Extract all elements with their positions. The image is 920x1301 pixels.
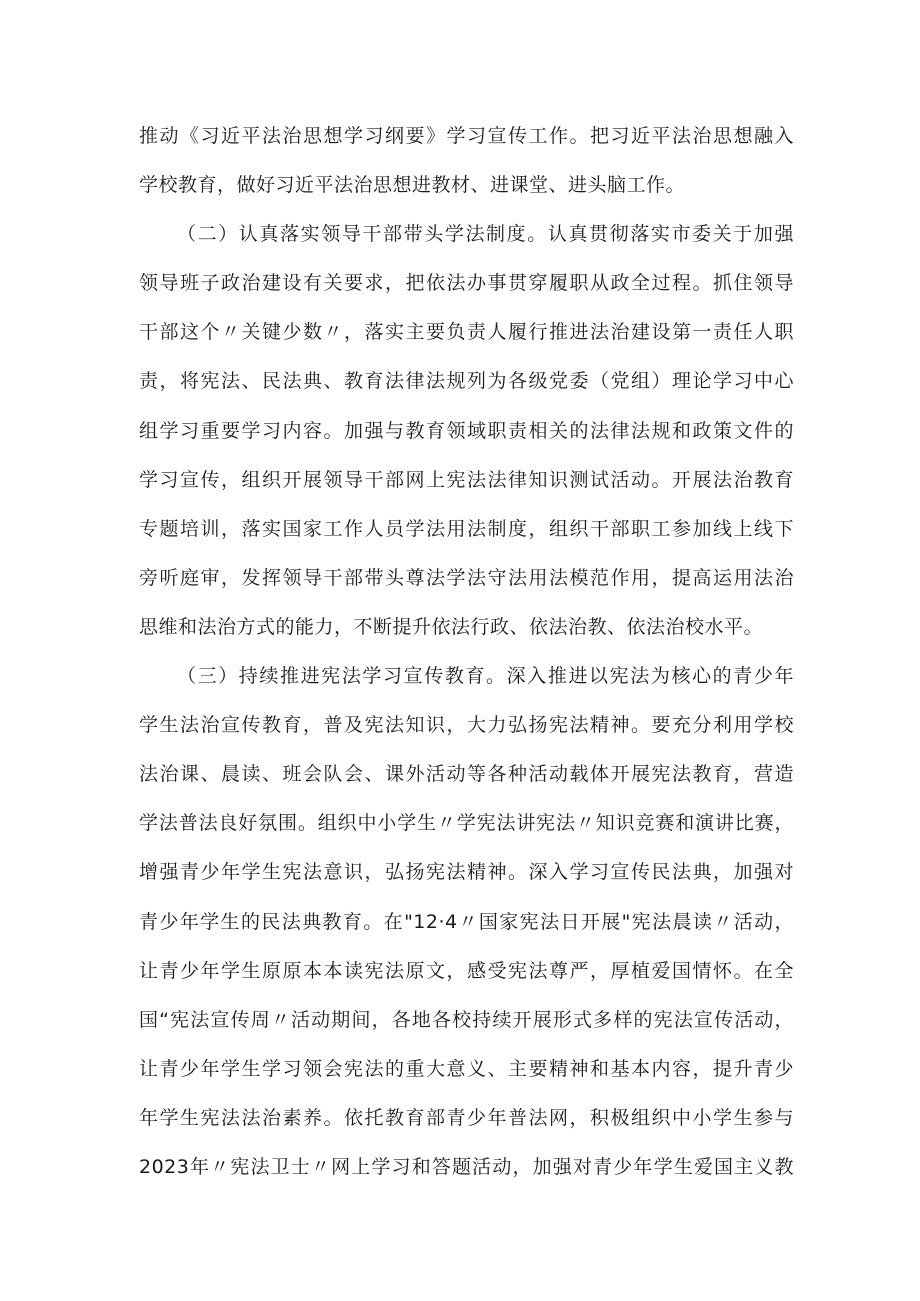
text-line: （三）持续推进宪法学习宣传教育。深入推进以宪法为核心的青少年 <box>177 665 794 688</box>
text-line: 青少年学生的民法典教育。在"12·4〃国家宪法日开展"宪法晨读〃活动， <box>139 910 794 933</box>
text-line: 干部这个〃关键少数〃，落实主要负责人履行推进法治建设第一责任人职 <box>139 321 794 344</box>
text-line: 让青少年学生原原本本读宪法原文，感受宪法尊严，厚植爱国情怀。在全 <box>139 959 794 982</box>
text-line: （二）认真落实领导干部带头学法制度。认真贯彻落实市委关于加强 <box>177 223 794 246</box>
text-line: 推动《习近平法治思想学习纲要》学习宣传工作。把习近平法治思想融入 <box>139 125 794 147</box>
text-line: 领导班子政治建设有关要求，把依法办事贯穿履职从政全过程。抓住领导 <box>139 272 794 295</box>
text-line: 责，将宪法、民法典、教育法律法规列为各级党委（党组）理论学习中心 <box>139 370 794 393</box>
text-line: 让青少年学生学习领会宪法的重大意义、主要精神和基本内容，提升青少 <box>139 1057 794 1080</box>
text-line: 学生法治宣传教育，普及宪法知识，大力弘扬宪法精神。要充分利用学校 <box>139 714 794 737</box>
text-line: 2023年〃宪法卫士〃网上学习和答题活动，加强对青少年学生爱国主义教 <box>139 1155 794 1178</box>
text-line: 旁听庭审，发挥领导干部带头尊法学法守法用法模范作用，提高运用法治 <box>139 566 794 589</box>
text-line: 国“宪法宣传周〃活动期间，各地各校持续开展形式多样的宪法宣传活动， <box>139 1008 794 1031</box>
text-line: 思维和法治方式的能力，不断提升依法行政、依法治教、依法治校水平。 <box>139 615 764 638</box>
document-body <box>139 112 794 1192</box>
text-line: 组学习重要学习内容。加强与教育领域职责相关的法律法规和政策文件的 <box>139 419 794 442</box>
text-line: 学校教育，做好习近平法治思想进教材、进课堂、进头脑工作。 <box>139 174 686 197</box>
text-line: 法治课、晨读、班会队会、课外活动等各种活动载体开展宪法教育，营造 <box>139 763 794 786</box>
text-line: 学习宣传，组织开展领导干部网上宪法法律知识测试活动。开展法治教育 <box>139 468 794 491</box>
text-line: 增强青少年学生宪法意识，弘扬宪法精神。深入学习宣传民法典，加强对 <box>139 861 794 884</box>
text-line: 专题培训，落实国家工作人员学法用法制度，组织干部职工参加线上线下 <box>139 517 794 540</box>
text-line: 学法普法良好氛围。组织中小学生〃学宪法讲宪法〃知识竞赛和演讲比赛， <box>139 812 794 835</box>
text-line: 年学生宪法法治素养。依托教育部青少年普法网，积极组织中小学生参与 <box>139 1106 794 1129</box>
